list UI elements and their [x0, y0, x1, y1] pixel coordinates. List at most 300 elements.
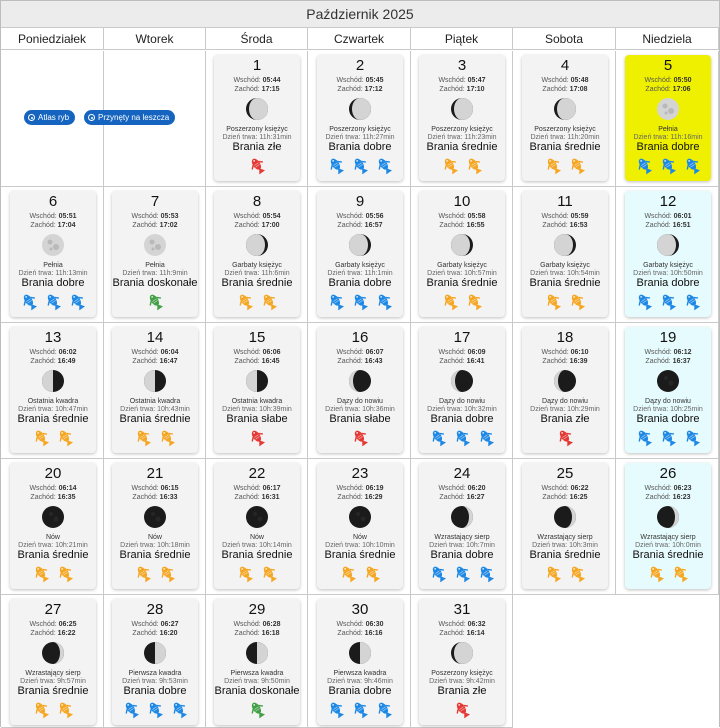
moon-phase-icon: [348, 97, 372, 121]
fishing-forecast: Brania średnie: [529, 277, 601, 289]
fishing-forecast: Brania średnie: [17, 413, 89, 425]
moon-phase-label: Nów: [45, 534, 60, 541]
day-length: Dzień trwa: 10h:10min: [325, 542, 395, 549]
day-length: Dzień trwa: 10h:47min: [18, 406, 88, 413]
moon-phase-icon: [245, 369, 269, 393]
day-card[interactable]: [625, 191, 711, 317]
fish-icon: [134, 563, 152, 585]
fish-rating: [112, 291, 198, 313]
moon-phase-label: Pierwsza kwadra: [128, 670, 182, 677]
day-length: Dzień trwa: 10h:21min: [18, 542, 88, 549]
day-number: 9: [355, 193, 365, 210]
fish-icon: [544, 563, 562, 585]
fish-icon: [375, 699, 393, 721]
sunrise-time: Wschód: 06:28: [233, 621, 281, 628]
moon-phase-label: Wzrastający sierp: [640, 534, 696, 541]
day-card[interactable]: [419, 191, 505, 317]
day-length: Dzień trwa: 9h:42min: [429, 678, 495, 685]
sunset-time: Zachód: 16:49: [30, 358, 76, 365]
moon-phase-label: Pełnia: [43, 262, 63, 269]
fish-icon: [339, 563, 357, 585]
day-number: 8: [252, 193, 262, 210]
fish-icon: [659, 155, 677, 177]
day-card[interactable]: [419, 599, 505, 725]
day-number: 10: [453, 193, 471, 210]
fishing-forecast: Brania średnie: [119, 413, 191, 425]
day-number: 31: [453, 601, 471, 618]
fish-rating: [522, 291, 608, 313]
fishing-forecast: Brania dobre: [636, 277, 700, 289]
day-card[interactable]: [112, 599, 198, 725]
day-card[interactable]: [10, 463, 96, 589]
day-card[interactable]: [419, 327, 505, 453]
sunrise-time: Wschód: 06:27: [131, 621, 179, 628]
fish-icon: [327, 291, 345, 313]
fish-icon: [134, 427, 152, 449]
fish-icon: [32, 563, 50, 585]
day-card[interactable]: [214, 463, 300, 589]
sunrise-time: Wschód: 05:59: [541, 213, 589, 220]
moon-phase-icon: [245, 641, 269, 665]
fish-icon: [453, 699, 471, 721]
sunset-time: Zachód: 17:08: [542, 86, 588, 93]
sunset-time: Zachód: 16:22: [30, 630, 76, 637]
caught-button[interactable]: Przynęty na leszcza: [84, 110, 175, 125]
day-card[interactable]: [625, 55, 711, 181]
fish-rating: [112, 563, 198, 585]
day-length: Dzień trwa: 11h:23min: [427, 134, 497, 141]
moon-phase-icon: [41, 505, 65, 529]
moon-phase-label: Ostatnia kwadra: [231, 398, 283, 405]
fish-icon: [465, 291, 483, 313]
fishing-forecast: Brania doskonałe: [112, 277, 198, 289]
sunset-time: Zachód: 16:47: [132, 358, 178, 365]
sunrise-time: Wschód: 06:23: [644, 485, 692, 492]
fishing-forecast: Brania dobre: [123, 685, 187, 697]
day-length: Dzień trwa: 11h:20min: [530, 134, 600, 141]
moon-phase-icon: [245, 97, 269, 121]
day-card[interactable]: [10, 599, 96, 725]
day-number: 28: [146, 601, 164, 618]
fish-icon: [683, 427, 701, 449]
sunrise-time: Wschód: 06:10: [541, 349, 589, 356]
day-number: 24: [453, 465, 471, 482]
fish-rating: [214, 155, 300, 177]
moon-phase-label: Ostatnia kwadra: [129, 398, 181, 405]
moon-phase-label: Nów: [249, 534, 264, 541]
sunrise-time: Wschód: 06:17: [233, 485, 281, 492]
day-card[interactable]: [10, 191, 96, 317]
fishing-forecast: Brania średnie: [17, 685, 89, 697]
fish-rating: [522, 427, 608, 449]
fishing-forecast: Brania średnie: [119, 549, 191, 561]
day-card[interactable]: [112, 463, 198, 589]
fishing-forecast: Brania złe: [437, 685, 487, 697]
moon-phase-icon: [553, 369, 577, 393]
sunset-time: Zachód: 17:06: [645, 86, 691, 93]
fish-icon: [683, 291, 701, 313]
fish-icon: [465, 155, 483, 177]
day-number: 23: [351, 465, 369, 482]
fish-icon: [683, 155, 701, 177]
day-card[interactable]: [214, 191, 300, 317]
day-number: 5: [663, 57, 673, 74]
fishing-forecast: Brania złe: [540, 413, 590, 425]
fish-rating: [522, 563, 608, 585]
fish-icon: [146, 291, 164, 313]
sunset-time: Zachód: 16:43: [337, 358, 383, 365]
day-length: Dzień trwa: 10h:3min: [532, 542, 598, 549]
moon-phase-icon: [450, 369, 474, 393]
moon-phase-icon: [348, 505, 372, 529]
fish-rating: [317, 563, 403, 585]
fish-rating: [112, 699, 198, 721]
sunrise-time: Wschód: 06:22: [541, 485, 589, 492]
fish-rating: [214, 699, 300, 721]
day-card[interactable]: [522, 327, 608, 453]
day-length: Dzień trwa: 10h:0min: [635, 542, 701, 549]
sunset-time: Zachód: 16:35: [30, 494, 76, 501]
moon-phase-icon: [143, 233, 167, 257]
day-length: Dzień trwa: 10h:36min: [325, 406, 395, 413]
fishing-forecast: Brania dobre: [430, 549, 494, 561]
moon-phase-icon: [41, 369, 65, 393]
day-card[interactable]: [625, 327, 711, 453]
day-length: Dzień trwa: 11h:13min: [18, 270, 88, 277]
fish-icon: [635, 427, 653, 449]
moon-phase-icon: [143, 641, 167, 665]
sunset-time: Zachód: 17:10: [439, 86, 485, 93]
fish-rating: [419, 563, 505, 585]
fish-rating: [625, 563, 711, 585]
fish-rating: [214, 291, 300, 313]
fish-icon: [568, 155, 586, 177]
sunrise-time: Wschód: 05:47: [438, 77, 486, 84]
fish-icon: [170, 699, 188, 721]
weekday-header: Niedziela: [616, 28, 719, 50]
sunrise-time: Wschód: 06:19: [336, 485, 384, 492]
day-number: 25: [556, 465, 574, 482]
fish-icon: [146, 699, 164, 721]
sunrise-time: Wschód: 06:07: [336, 349, 384, 356]
day-number: 22: [248, 465, 266, 482]
day-length: Dzień trwa: 11h:27min: [325, 134, 395, 141]
day-length: Dzień trwa: 11h:1min: [327, 270, 393, 277]
fishing-forecast: Brania słabe: [329, 413, 391, 425]
fishing-forecast: Brania dobre: [328, 685, 392, 697]
day-card[interactable]: [214, 327, 300, 453]
moon-phase-label: Dązy do nowiu: [439, 398, 485, 405]
day-card[interactable]: [625, 463, 711, 589]
fish-icon: [351, 291, 369, 313]
fish-rating: [625, 291, 711, 313]
day-number: 13: [44, 329, 62, 346]
moon-phase-label: Pełnia: [658, 126, 678, 133]
day-card[interactable]: [317, 599, 403, 725]
day-number: 26: [659, 465, 677, 482]
day-number: 11: [557, 193, 573, 210]
sunset-time: Zachód: 16:53: [542, 222, 588, 229]
day-number: 15: [248, 329, 266, 346]
fish-icon: [236, 291, 254, 313]
moon-phase-label: Wzrastający sierp: [434, 534, 490, 541]
fish-icon: [248, 699, 266, 721]
fish-icon: [375, 291, 393, 313]
day-number: 1: [252, 57, 262, 74]
fishing-forecast: Brania średnie: [221, 277, 293, 289]
sunset-time: Zachód: 16:55: [439, 222, 485, 229]
fishing-forecast: Brania dobre: [636, 413, 700, 425]
sunrise-time: Wschód: 06:30: [336, 621, 384, 628]
day-number: 21: [146, 465, 164, 482]
fish-icon: [44, 291, 62, 313]
day-card[interactable]: [112, 327, 198, 453]
day-length: Dzień trwa: 10h:57min: [427, 270, 497, 277]
moon-phase-label: Nów: [352, 534, 367, 541]
moon-phase-icon: [553, 505, 577, 529]
moon-phase-icon: [143, 505, 167, 529]
moon-phase-icon: [450, 97, 474, 121]
fish-icon: [363, 563, 381, 585]
day-number: 12: [659, 193, 677, 210]
day-length: Dzień trwa: 10h:25min: [633, 406, 703, 413]
fish-icon: [544, 291, 562, 313]
fishing-forecast: Brania średnie: [324, 549, 396, 561]
day-length: Dzień trwa: 10h:39min: [222, 406, 292, 413]
moon-phase-label: Poszerzony księżyc: [431, 126, 493, 133]
day-number: 20: [44, 465, 62, 482]
fish-icon: [260, 291, 278, 313]
weekday-header: Piątek: [411, 28, 513, 50]
fishing-forecast: Brania średnie: [221, 549, 293, 561]
fish-icon: [122, 699, 140, 721]
sunrise-time: Wschód: 06:20: [438, 485, 486, 492]
moon-phase-icon: [450, 641, 474, 665]
sunset-time: Zachód: 17:12: [337, 86, 383, 93]
day-number: 7: [150, 193, 160, 210]
sunset-time: Zachód: 17:02: [132, 222, 178, 229]
day-length: Dzień trwa: 10h:32min: [427, 406, 497, 413]
day-card[interactable]: [317, 191, 403, 317]
moon-phase-label: Wzrastający sierp: [25, 670, 81, 677]
sunrise-time: Wschód: 05:50: [644, 77, 692, 84]
fish-icon: [441, 155, 459, 177]
sunset-time: Zachód: 17:15: [234, 86, 280, 93]
sunset-time: Zachód: 16:16: [337, 630, 383, 637]
fish-icon: [453, 563, 471, 585]
sunset-time: Zachód: 16:20: [132, 630, 178, 637]
fish-icon: [671, 563, 689, 585]
moon-phase-icon: [143, 369, 167, 393]
fish-icon: [32, 427, 50, 449]
calendar-cell: [513, 595, 616, 728]
day-length: Dzień trwa: 11h:9min: [122, 270, 188, 277]
fish-icon: [453, 427, 471, 449]
fish-icon: [647, 563, 665, 585]
weekday-header: Poniedziałek: [1, 28, 104, 50]
sunset-time: Zachód: 16:31: [234, 494, 280, 501]
fish-rating: [317, 699, 403, 721]
fish-icon: [32, 699, 50, 721]
moon-phase-label: Poszerzony księżyc: [534, 126, 596, 133]
moon-phase-icon: [450, 505, 474, 529]
fish-rating: [10, 699, 96, 721]
day-card[interactable]: [214, 599, 300, 725]
day-length: Dzień trwa: 11h:16min: [633, 134, 703, 141]
day-card[interactable]: [522, 463, 608, 589]
sunrise-time: Wschód: 06:02: [29, 349, 77, 356]
day-number: 30: [351, 601, 369, 618]
fish-icon: [441, 291, 459, 313]
day-card[interactable]: [214, 55, 300, 181]
fishing-forecast: Brania średnie: [426, 141, 498, 153]
sunrise-time: Wschód: 06:01: [644, 213, 692, 220]
moon-phase-label: Pierwsza kwadra: [333, 670, 387, 677]
fish-icon: [544, 155, 562, 177]
fish-icon: [556, 427, 574, 449]
day-card[interactable]: [317, 55, 403, 181]
atlas-button[interactable]: Atlas ryb: [24, 110, 75, 125]
sunrise-time: Wschód: 05:54: [233, 213, 281, 220]
circle-icon: [88, 114, 95, 121]
sunset-time: Zachód: 16:51: [645, 222, 691, 229]
fishing-forecast: Brania słabe: [226, 413, 288, 425]
fish-icon: [158, 563, 176, 585]
sunrise-time: Wschód: 05:51: [29, 213, 77, 220]
calendar-cell: [616, 595, 719, 728]
day-number: 29: [248, 601, 266, 618]
moon-phase-label: Dązy do nowiu: [645, 398, 691, 405]
moon-phase-icon: [656, 369, 680, 393]
fish-icon: [248, 427, 266, 449]
sunset-time: Zachód: 16:25: [542, 494, 588, 501]
moon-phase-icon: [41, 233, 65, 257]
moon-phase-label: Poszerzony księżyc: [329, 126, 391, 133]
day-number: 16: [351, 329, 369, 346]
day-length: Dzień trwa: 11h:31min: [222, 134, 292, 141]
moon-phase-label: Garbaty księżyc: [643, 262, 693, 269]
sunset-time: Zachód: 16:14: [439, 630, 485, 637]
sunset-time: Zachód: 16:45: [234, 358, 280, 365]
fish-icon: [351, 427, 369, 449]
fish-icon: [20, 291, 38, 313]
moon-phase-label: Ostatnia kwadra: [27, 398, 79, 405]
moon-phase-icon: [348, 369, 372, 393]
day-number: 6: [48, 193, 58, 210]
fish-rating: [10, 427, 96, 449]
fish-icon: [477, 427, 495, 449]
fishing-forecast: Brania dobre: [328, 141, 392, 153]
fish-icon: [635, 291, 653, 313]
day-length: Dzień trwa: 10h:43min: [120, 406, 190, 413]
moon-phase-label: Garbaty księżyc: [437, 262, 487, 269]
circle-icon: [28, 114, 35, 121]
fish-rating: [317, 427, 403, 449]
day-card[interactable]: [522, 191, 608, 317]
sunrise-time: Wschód: 06:04: [131, 349, 179, 356]
fish-icon: [56, 563, 74, 585]
fish-icon: [56, 699, 74, 721]
sunrise-time: Wschód: 06:09: [438, 349, 486, 356]
day-card[interactable]: [317, 327, 403, 453]
fish-icon: [429, 563, 447, 585]
fish-rating: [317, 291, 403, 313]
fish-icon: [568, 563, 586, 585]
sunrise-time: Wschód: 05:56: [336, 213, 384, 220]
fish-icon: [248, 155, 266, 177]
sunrise-time: Wschód: 06:15: [131, 485, 179, 492]
sunset-time: Zachód: 17:04: [30, 222, 76, 229]
day-number: 19: [659, 329, 677, 346]
fish-icon: [375, 155, 393, 177]
moon-phase-icon: [245, 505, 269, 529]
fish-icon: [568, 291, 586, 313]
moon-phase-label: Poszerzony księżyc: [226, 126, 288, 133]
fish-rating: [625, 427, 711, 449]
fish-icon: [260, 563, 278, 585]
day-length: Dzień trwa: 9h:46min: [327, 678, 393, 685]
sunrise-time: Wschód: 06:25: [29, 621, 77, 628]
fishing-forecast: Brania dobre: [636, 141, 700, 153]
fishing-forecast: Brania złe: [232, 141, 282, 153]
fishing-forecast: Brania średnie: [632, 549, 704, 561]
day-number: 3: [457, 57, 467, 74]
moon-phase-icon: [656, 505, 680, 529]
fish-icon: [327, 155, 345, 177]
moon-phase-icon: [656, 233, 680, 257]
fish-rating: [317, 155, 403, 177]
fishing-forecast: Brania doskonałe: [214, 685, 300, 697]
moon-phase-label: Garbaty księżyc: [540, 262, 590, 269]
fish-icon: [659, 291, 677, 313]
fishing-forecast: Brania dobre: [328, 277, 392, 289]
fish-rating: [419, 291, 505, 313]
fish-icon: [327, 699, 345, 721]
day-card[interactable]: [112, 191, 198, 317]
fish-icon: [158, 427, 176, 449]
fish-icon: [477, 563, 495, 585]
moon-phase-label: Wzrastający sierp: [537, 534, 593, 541]
fish-rating: [214, 427, 300, 449]
day-card[interactable]: [522, 55, 608, 181]
day-length: Dzień trwa: 10h:7min: [429, 542, 495, 549]
moon-phase-icon: [41, 641, 65, 665]
moon-phase-icon: [245, 233, 269, 257]
day-card[interactable]: [419, 55, 505, 181]
fish-icon: [351, 155, 369, 177]
day-length: Dzień trwa: 10h:14min: [222, 542, 292, 549]
sunset-time: Zachód: 16:23: [645, 494, 691, 501]
day-length: Dzień trwa: 10h:54min: [530, 270, 600, 277]
day-number: 17: [453, 329, 471, 346]
day-number: 18: [556, 329, 574, 346]
sunset-time: Zachód: 16:41: [439, 358, 485, 365]
fishing-forecast: Brania średnie: [529, 141, 601, 153]
weekday-header: Czwartek: [308, 28, 411, 50]
sunset-time: Zachód: 16:29: [337, 494, 383, 501]
sunrise-time: Wschód: 06:32: [438, 621, 486, 628]
fishing-forecast: Brania dobre: [21, 277, 85, 289]
day-card[interactable]: [317, 463, 403, 589]
sunrise-time: Wschód: 05:58: [438, 213, 486, 220]
day-card[interactable]: [10, 327, 96, 453]
sunset-time: Zachód: 16:39: [542, 358, 588, 365]
moon-phase-icon: [450, 233, 474, 257]
moon-phase-icon: [348, 641, 372, 665]
weekday-header: Środa: [206, 28, 308, 50]
day-card[interactable]: [419, 463, 505, 589]
sunrise-time: Wschód: 05:45: [336, 77, 384, 84]
